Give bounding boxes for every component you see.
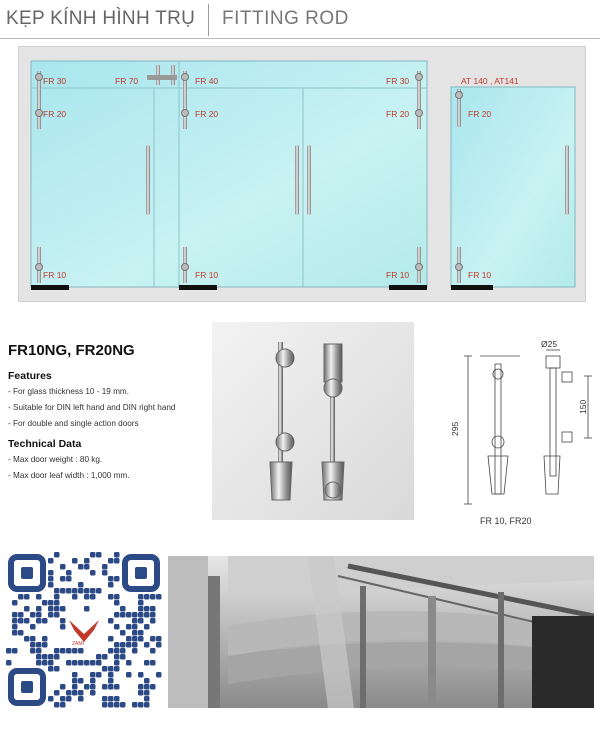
qr-module [30, 612, 36, 618]
qr-module [102, 684, 108, 690]
qr-module [114, 642, 120, 648]
feature-item: - For glass thickness 10 - 19 mm. [8, 387, 130, 396]
qr-module [144, 678, 150, 684]
qr-module [108, 636, 114, 642]
qr-module [126, 672, 132, 678]
qr-module [138, 606, 144, 612]
qr-module [54, 612, 60, 618]
feature-item: - Suitable for DIN left hand and DIN right hand [8, 403, 176, 412]
qr-module [150, 606, 156, 612]
qr-module [90, 588, 96, 594]
qr-module [96, 672, 102, 678]
qr-module [60, 684, 66, 690]
qr-module [72, 648, 78, 654]
qr-module [18, 594, 24, 600]
qr-module [78, 660, 84, 666]
qr-module [48, 558, 54, 564]
qr-module [78, 648, 84, 654]
qr-module [78, 564, 84, 570]
qr-module [78, 678, 84, 684]
installation-photo [168, 556, 594, 708]
qr-module [66, 576, 72, 582]
technical-data-heading: Technical Data [8, 438, 82, 450]
qr-module [138, 600, 144, 606]
qr-module [90, 672, 96, 678]
qr-module [150, 684, 156, 690]
drawing-caption: FR 10, FR20 [480, 516, 532, 526]
qr-module [36, 618, 42, 624]
label-fr20-side: FR 20 [468, 109, 492, 119]
qr-module [108, 684, 114, 690]
qr-module [150, 612, 156, 618]
qr-module [42, 654, 48, 660]
qr-module [12, 600, 18, 606]
qr-module [120, 642, 126, 648]
qr-module [84, 558, 90, 564]
qr-module [114, 702, 120, 708]
qr-module [150, 594, 156, 600]
qr-module [54, 606, 60, 612]
qr-module [132, 636, 138, 642]
qr-module [36, 642, 42, 648]
qr-module [48, 576, 54, 582]
qr-module [60, 606, 66, 612]
qr-module [156, 642, 162, 648]
qr-module [150, 618, 156, 624]
qr-module [36, 612, 42, 618]
qr-module [96, 654, 102, 660]
qr-module [72, 594, 78, 600]
qr-module [36, 660, 42, 666]
qr-module [114, 612, 120, 618]
qr-module [138, 702, 144, 708]
qr-module [132, 648, 138, 654]
header-rule [0, 38, 600, 39]
qr-module [78, 696, 84, 702]
qr-module [48, 600, 54, 606]
qr-module [48, 696, 54, 702]
qr-module [54, 702, 60, 708]
qr-module [132, 630, 138, 636]
qr-module [144, 606, 150, 612]
qr-module [144, 696, 150, 702]
qr-module [144, 594, 150, 600]
product-title: FR10NG, FR20NG [8, 342, 135, 359]
qr-module [114, 696, 120, 702]
qr-module [60, 618, 66, 624]
qr-module [66, 588, 72, 594]
title-vietnamese: KẸP KÍNH HÌNH TRỤ [6, 8, 196, 29]
qr-module [108, 648, 114, 654]
qr-module [84, 660, 90, 666]
qr-module [114, 600, 120, 606]
qr-module [24, 606, 30, 612]
qr-module [12, 624, 18, 630]
qr-module [156, 672, 162, 678]
qr-module [138, 636, 144, 642]
qr-module [138, 672, 144, 678]
qr-module [54, 594, 60, 600]
qr-module [48, 666, 54, 672]
label-fr20-right: FR 20 [386, 109, 410, 119]
qr-module [54, 690, 60, 696]
label-fr30-left: FR 30 [43, 76, 67, 86]
qr-module [114, 684, 120, 690]
qr-module [114, 660, 120, 666]
qr-module [126, 612, 132, 618]
label-at140: AT 140 , AT141 [461, 76, 519, 86]
qr-module [6, 648, 12, 654]
qr-module [144, 702, 150, 708]
qr-module [54, 600, 60, 606]
door-installation-diagram [18, 46, 586, 302]
label-fr70: FR 70 [115, 76, 139, 86]
qr-module [144, 660, 150, 666]
qr-module [60, 648, 66, 654]
qr-module [60, 696, 66, 702]
title-english: FITTING ROD [222, 8, 349, 29]
qr-module [24, 636, 30, 642]
qr-module [90, 678, 96, 684]
qr-module [138, 612, 144, 618]
fitting-rod-photo-illustration [212, 322, 414, 520]
feature-item: - For double and single action doors [8, 419, 139, 428]
qr-module [114, 624, 120, 630]
qr-module [30, 624, 36, 630]
qr-module [120, 630, 126, 636]
qr-module [24, 618, 30, 624]
qr-module [120, 654, 126, 660]
qr-module [78, 690, 84, 696]
qr-module [72, 588, 78, 594]
qr-module [48, 606, 54, 612]
qr-module [42, 618, 48, 624]
dimension-drawing [440, 336, 600, 526]
qr-module [84, 588, 90, 594]
title-divider [208, 4, 209, 36]
qr-module [126, 636, 132, 642]
dim-height: 295 [450, 421, 460, 436]
qr-module [84, 606, 90, 612]
qr-module [132, 612, 138, 618]
qr-module [90, 660, 96, 666]
qr-module [108, 696, 114, 702]
mall-railing-illustration [168, 556, 594, 708]
qr-module [30, 642, 36, 648]
qr-module [120, 612, 126, 618]
qr-module [48, 582, 54, 588]
qr-module [54, 648, 60, 654]
qr-module [114, 648, 120, 654]
qr-module [72, 660, 78, 666]
qr-module [66, 696, 72, 702]
qr-module [54, 588, 60, 594]
qr-module [108, 558, 114, 564]
qr-module [102, 654, 108, 660]
qr-module [36, 648, 42, 654]
qr-module [18, 630, 24, 636]
qr-module [36, 594, 42, 600]
dim-diameter: Ø25 [541, 339, 558, 349]
qr-module [156, 594, 162, 600]
qr-module [12, 648, 18, 654]
page-header [0, 0, 600, 40]
qr-module [24, 594, 30, 600]
qr-module [84, 684, 90, 690]
qr-module [90, 552, 96, 558]
qr-module [96, 588, 102, 594]
qr-module [60, 576, 66, 582]
qr-module [132, 624, 138, 630]
qr-module [126, 624, 132, 630]
qr-module [36, 654, 42, 660]
qr-module [90, 570, 96, 576]
qr-module [138, 684, 144, 690]
qr-module [42, 642, 48, 648]
qr-module [54, 552, 60, 558]
qr-module [72, 690, 78, 696]
qr-module [30, 636, 36, 642]
qr-module [72, 672, 78, 678]
dim-150: 150 [578, 399, 588, 414]
qr-module [114, 558, 120, 564]
qr-module [42, 600, 48, 606]
qr-module [150, 636, 156, 642]
qr-module [144, 690, 150, 696]
qr-module [54, 666, 60, 672]
qr-module [48, 660, 54, 666]
features-heading: Features [8, 370, 52, 382]
qr-module [120, 702, 126, 708]
qr-module [138, 630, 144, 636]
qr-module [108, 576, 114, 582]
qr-module [90, 684, 96, 690]
qr-module [96, 660, 102, 666]
qr-module [12, 618, 18, 624]
qr-module [138, 690, 144, 696]
qr-module [102, 696, 108, 702]
qr-module [108, 672, 114, 678]
label-fr10-left: FR 10 [43, 270, 67, 280]
qr-module [60, 588, 66, 594]
qr-module [66, 648, 72, 654]
qr-module [144, 624, 150, 630]
qr-module [138, 594, 144, 600]
qr-module [6, 660, 12, 666]
qr-module [132, 702, 138, 708]
qr-module [48, 570, 54, 576]
qr-module [42, 660, 48, 666]
qr-module [108, 594, 114, 600]
label-fr20-mid: FR 20 [195, 109, 219, 119]
qr-module [108, 666, 114, 672]
qr-module [144, 642, 150, 648]
label-fr20-left: FR 20 [43, 109, 67, 119]
qr-module [108, 618, 114, 624]
qr-module [90, 690, 96, 696]
label-fr30-right: FR 30 [386, 76, 410, 86]
qr-module [72, 558, 78, 564]
label-fr40: FR 40 [195, 76, 219, 86]
qr-module [18, 612, 24, 618]
qr-module [36, 606, 42, 612]
qr-module [132, 642, 138, 648]
qr-module [120, 606, 126, 612]
qr-module [72, 684, 78, 690]
qr-module [78, 588, 84, 594]
product-photo [212, 322, 414, 520]
qr-module [78, 582, 84, 588]
qr-code[interactable] [6, 552, 162, 708]
qr-module [102, 666, 108, 672]
qr-logo-text: ZAMI [72, 641, 84, 647]
qr-module [150, 648, 156, 654]
qr-module [60, 564, 66, 570]
qr-module [108, 582, 114, 588]
qr-module [66, 570, 72, 576]
qr-module [114, 594, 120, 600]
qr-module [66, 660, 72, 666]
qr-module [114, 654, 120, 660]
tech-item: - Max door weight : 80 kg. [8, 455, 103, 464]
qr-module [114, 576, 120, 582]
qr-module [144, 684, 150, 690]
qr-module [60, 702, 66, 708]
qr-module [144, 612, 150, 618]
qr-module [96, 552, 102, 558]
qr-module [54, 654, 60, 660]
qr-module [12, 630, 18, 636]
qr-module [12, 612, 18, 618]
label-fr10-side: FR 10 [468, 270, 492, 280]
qr-module [72, 678, 78, 684]
qr-module [126, 642, 132, 648]
label-fr10-mid: FR 10 [195, 270, 219, 280]
qr-module [42, 636, 48, 642]
tech-item: - Max door leaf width : 1,000 mm. [8, 471, 130, 480]
qr-module [90, 594, 96, 600]
qr-module [48, 654, 54, 660]
qr-module [108, 678, 114, 684]
qr-module [48, 612, 54, 618]
qr-module [108, 702, 114, 708]
label-fr10-right: FR 10 [386, 270, 410, 280]
qr-code-graphic [6, 552, 162, 708]
qr-module [126, 660, 132, 666]
qr-module [30, 648, 36, 654]
qr-module [102, 570, 108, 576]
qr-module [84, 594, 90, 600]
qr-module [102, 702, 108, 708]
qr-module [120, 648, 126, 654]
qr-module [102, 564, 108, 570]
technical-drawing [440, 336, 600, 526]
qr-module [156, 636, 162, 642]
qr-module [84, 564, 90, 570]
qr-module [66, 690, 72, 696]
qr-module [150, 660, 156, 666]
qr-module [114, 552, 120, 558]
qr-module [132, 618, 138, 624]
qr-module [18, 618, 24, 624]
qr-module [60, 624, 66, 630]
qr-module [114, 666, 120, 672]
qr-module [138, 618, 144, 624]
